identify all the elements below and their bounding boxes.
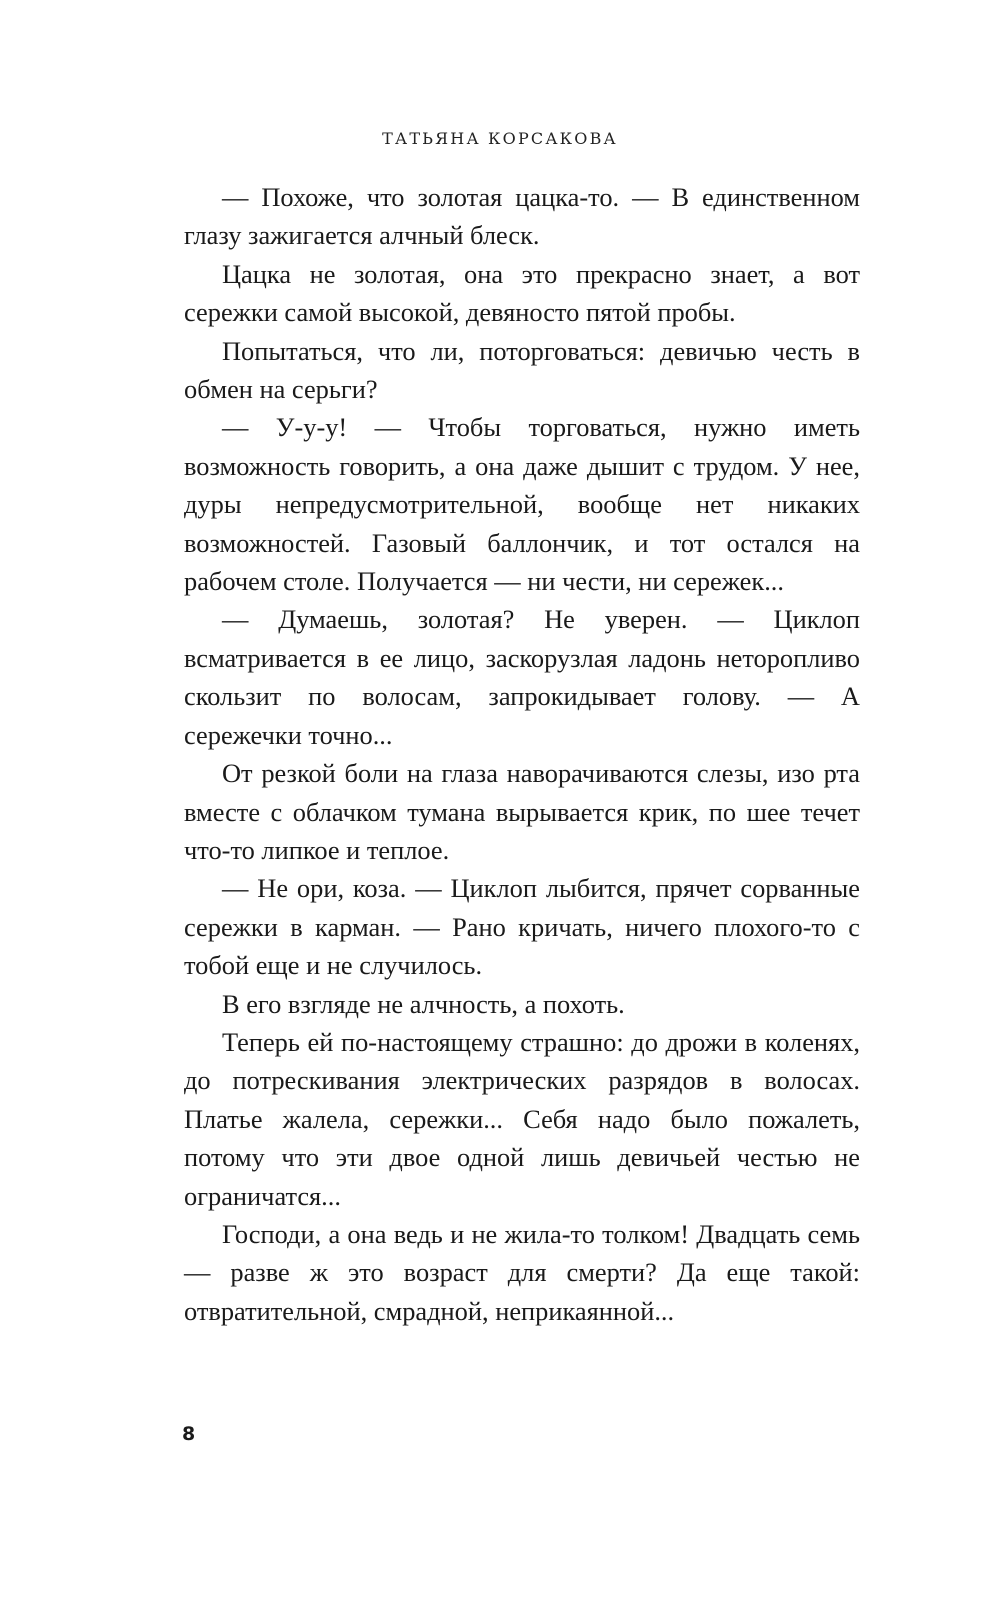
paragraph: От резкой боли на глаза наворачиваются слезы, изо рта вместе с облачком тумана вырывается крик, по шее течет что-то липкое и теплое. [184,758,860,865]
paragraph: Теперь ей по-настоящему страшно: до дрожи в коленях, до потрескивания электрических разрядов в волосах. Платье жалела, сережки... Себя надо было пожалеть, потому что эти двое одной лишь девичьей честью не ограничатся... [184,1026,860,1211]
paragraph: — Думаешь, золотая? Не уверен. — Циклоп всматривается в ее лицо, заскорузлая ладонь неторопливо скользит по волосам, запрокидывает голову. — А сережечки точно... [184,604,860,750]
paragraph: — Похоже, что золотая цацка-то. — В единственном глазу зажигается алчный блеск. [184,182,860,251]
body-text [184,178,860,1330]
paragraph: — У-у-у! — Чтобы торговаться, нужно иметь возможность говорить, а она даже дышит с трудом. У нее, дуры непредусмотрительной, вообще нет никаких возможностей. Газовый баллончик, и тот остался на рабочем столе. Получается — ни чести, ни сережек... [184,412,860,597]
paragraph: Цацка не золотая, она это прекрасно знает, а вот сережки самой высокой, девяносто пятой пробы. [184,258,860,328]
paragraph: Господи, а она ведь и не жила-то толком! Двадцать семь — разве ж это возраст для смерти? Да еще такой: отвратительной, смрадной, неприкаянной... [184,1218,860,1326]
running-head-author: ТАТЬЯНА КОРСАКОВА [382,129,618,148]
paragraph: — Не ори, коза. — Циклоп лыбится, прячет сорванные сережки в карман. — Рано кричать, ничего плохого-то с тобой еще и не случилось. [184,873,860,981]
page-number: 8 [182,1423,196,1445]
paragraph: В его взгляде не алчность, а похоть. [222,988,625,1019]
paragraph: Попытаться, что ли, поторговаться: девичью честь в обмен на серьги? [184,335,860,405]
